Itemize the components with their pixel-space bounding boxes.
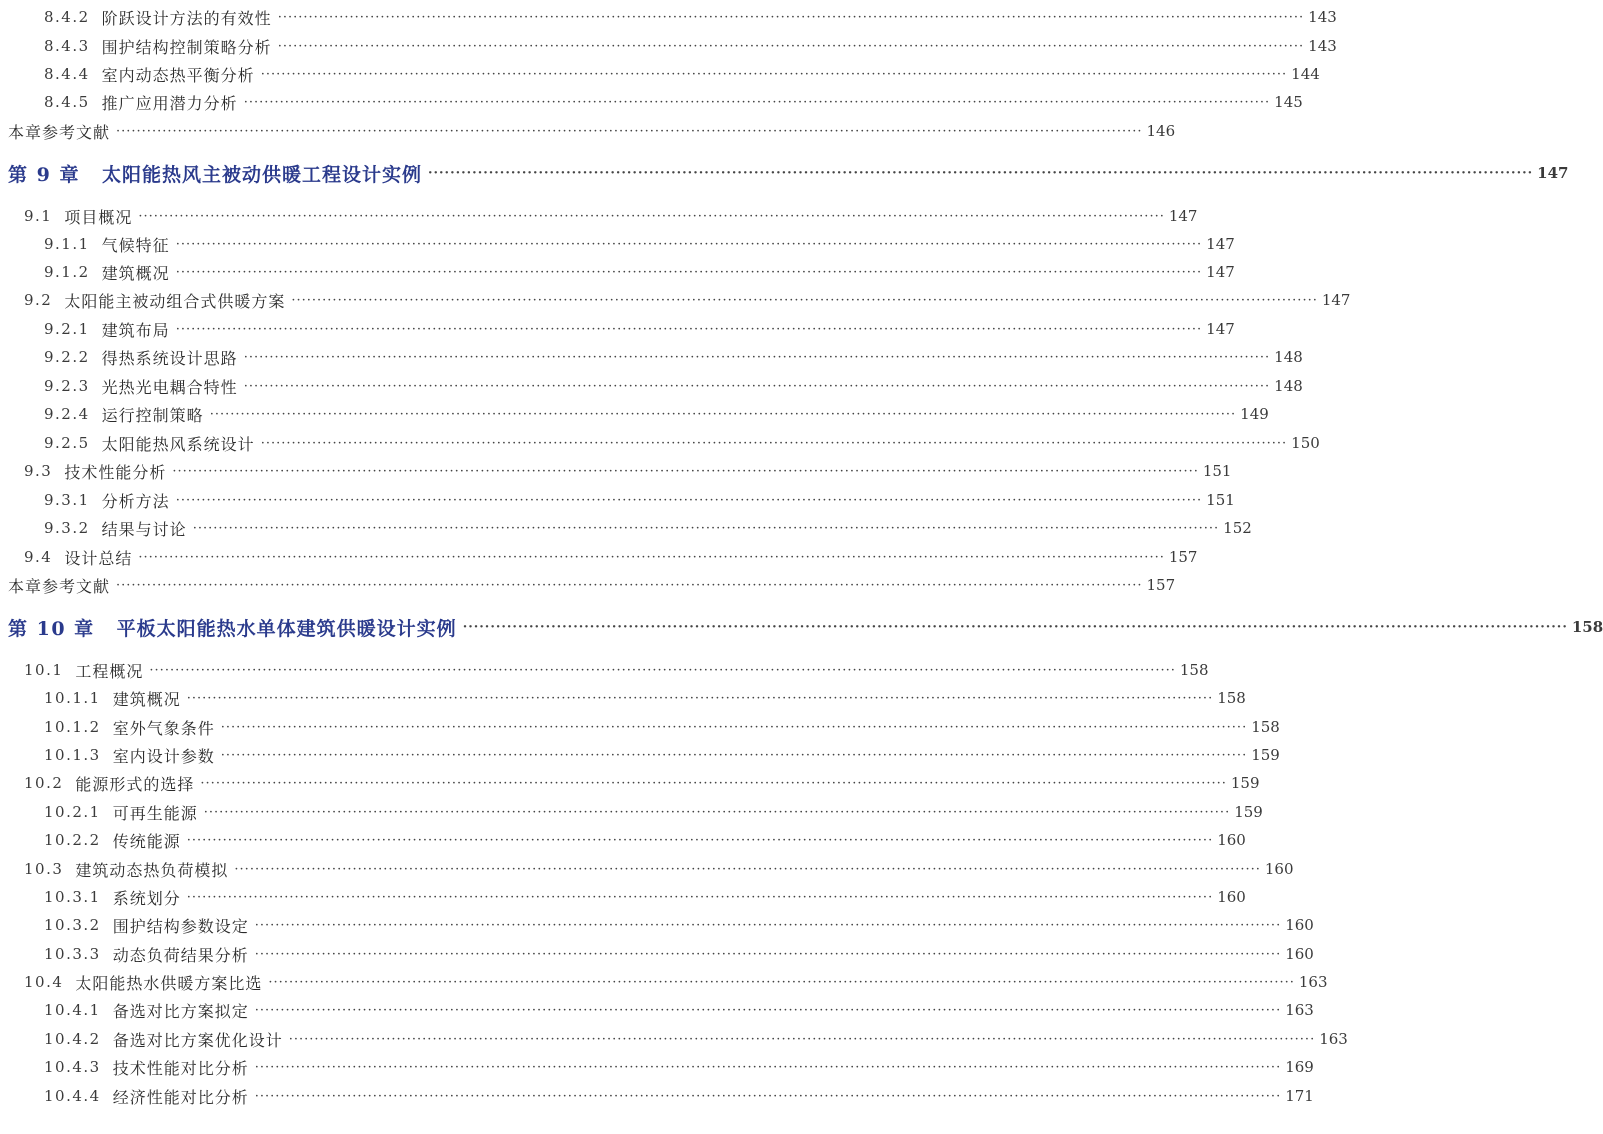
toc-entry[interactable]	[0, 34, 1337, 58]
toc-entry[interactable]	[0, 119, 1176, 143]
entry-title: 建筑布局	[101, 320, 170, 340]
toc-entry[interactable]	[0, 345, 1303, 369]
leader-dots: ········································································································································································································	[427, 165, 1534, 181]
leader-dots: ········································································································································································································	[186, 889, 1214, 905]
entry-title: 传统能源	[112, 831, 181, 851]
toc-entry[interactable]	[0, 743, 1280, 767]
entry-title: 太阳能主被动组合式供暖方案	[64, 291, 286, 311]
entry-number: 9.1.2	[44, 263, 90, 281]
entry-label	[44, 6, 272, 29]
page-number: 147	[1321, 291, 1351, 309]
page-number: 146	[1146, 122, 1176, 140]
leader-dots: ········································································································································································································	[243, 94, 1271, 110]
toc-entry[interactable]	[0, 62, 1320, 86]
entry-title: 可再生能源	[112, 803, 198, 823]
entry-number: 10.1.2	[44, 718, 101, 736]
page-number: 157	[1168, 548, 1198, 566]
leader-dots: ········································································································································································································	[260, 66, 1288, 82]
page-number: 143	[1308, 8, 1337, 26]
toc-entry[interactable]	[0, 970, 1328, 994]
entry-number: 8.4.5	[44, 93, 90, 111]
leader-dots: ········································································································································································································	[220, 747, 1248, 763]
page-number: 147	[1206, 235, 1235, 253]
leader-dots: ········································································································································································································	[186, 690, 1214, 706]
toc-entry[interactable]	[0, 374, 1303, 398]
leader-dots: ········································································································································································································	[234, 861, 1261, 877]
entry-number: 9.2.3	[44, 377, 90, 395]
toc-entry[interactable]	[0, 913, 1314, 937]
entry-title: 系统划分	[112, 888, 181, 908]
leader-dots: ········································································································································································································	[277, 9, 1305, 25]
entry-number: 9.2.2	[44, 348, 90, 366]
entry-label	[44, 63, 255, 86]
entry-label	[44, 91, 238, 114]
toc-entry[interactable]	[0, 545, 1198, 569]
entry-label	[44, 375, 238, 398]
entry-title: 太阳能热风系统设计	[101, 434, 255, 454]
leader-dots: ········································································································································································································	[291, 292, 1318, 308]
page-number: 147	[1206, 263, 1235, 281]
leader-dots: ········································································································································································································	[175, 236, 1203, 252]
page-number: 160	[1285, 916, 1314, 934]
page-number: 148	[1274, 348, 1303, 366]
toc-entry[interactable]	[0, 488, 1235, 512]
entry-label	[44, 233, 170, 256]
entry-label	[44, 35, 272, 58]
page-number: 158	[1251, 718, 1280, 736]
entry-label	[44, 489, 170, 512]
entry-label	[44, 432, 255, 455]
page-number: 158	[1571, 618, 1603, 636]
entry-number: 10.4.1	[44, 1001, 101, 1019]
leader-dots: ········································································································································································································	[138, 549, 1165, 565]
toc-entry[interactable]	[0, 5, 1337, 29]
page-number: 148	[1274, 377, 1303, 395]
entry-number: 9.3.2	[44, 519, 90, 537]
toc-entry[interactable]	[0, 828, 1246, 852]
toc-entry[interactable]	[0, 998, 1314, 1022]
leader-dots: ········································································································································································································	[116, 123, 1143, 139]
chapter-heading[interactable]	[0, 161, 1569, 186]
leader-dots: ········································································································································································································	[462, 619, 1568, 635]
entry-title: 围护结构参数设定	[112, 916, 249, 936]
toc-entry[interactable]	[0, 942, 1314, 966]
entry-title: 项目概况	[64, 207, 133, 227]
entry-number: 10.1	[24, 661, 64, 679]
page-number: 159	[1234, 803, 1263, 821]
leader-dots: ········································································································································································································	[220, 719, 1248, 735]
entry-title: 动态负荷结果分析	[112, 945, 249, 965]
entry-title: 工程概况	[75, 661, 144, 681]
leader-dots: ········································································································································································································	[288, 1031, 1316, 1047]
entry-title: 得热系统设计思路	[101, 348, 238, 368]
entry-title: 气候特征	[101, 235, 170, 255]
entry-title: 经济性能对比分析	[112, 1087, 249, 1107]
leader-dots: ········································································································································································································	[116, 577, 1143, 593]
entry-number: 9.1.1	[44, 235, 90, 253]
page-number: 160	[1285, 945, 1314, 963]
entry-label	[44, 829, 181, 852]
entry-number: 第 10 章	[8, 617, 95, 640]
entry-title: 阶跃设计方法的有效性	[101, 8, 272, 28]
page-number: 158	[1217, 689, 1246, 707]
toc-entry[interactable]	[0, 658, 1209, 682]
leader-dots: ········································································································································································································	[254, 946, 1282, 962]
entry-label	[44, 886, 181, 909]
page-number: 159	[1230, 774, 1260, 792]
entry-number: 10.4.2	[44, 1030, 101, 1048]
entry-title: 围护结构控制策略分析	[101, 37, 272, 57]
page-number: 150	[1291, 434, 1320, 452]
leader-dots: ········································································································································································································	[175, 492, 1203, 508]
toc-entry[interactable]	[0, 459, 1232, 483]
toc-entry[interactable]	[0, 402, 1269, 426]
page-number: 151	[1206, 491, 1235, 509]
entry-number: 10.3.1	[44, 888, 101, 906]
leader-dots: ········································································································································································································	[149, 662, 1176, 678]
leader-dots: ········································································································································································································	[243, 378, 1271, 394]
entry-number: 10.1.1	[44, 689, 101, 707]
page-number: 147	[1168, 207, 1198, 225]
page-number: 160	[1217, 888, 1246, 906]
entry-number: 9.2.1	[44, 320, 90, 338]
entry-number: 9.3.1	[44, 491, 90, 509]
entry-label	[24, 772, 194, 795]
leader-dots: ········································································································································································································	[138, 208, 1165, 224]
leader-dots: ········································································································································································································	[268, 974, 1295, 990]
leader-dots: ········································································································································································································	[277, 38, 1305, 54]
entry-title: 运行控制策略	[101, 405, 204, 425]
page-number: 144	[1291, 65, 1320, 83]
entry-label	[44, 261, 170, 284]
entry-title: 技术性能对比分析	[112, 1058, 249, 1078]
page-number: 147	[1206, 320, 1235, 338]
entry-number: 10.3.2	[44, 916, 101, 934]
entry-label	[24, 289, 285, 312]
leader-dots: ········································································································································································································	[200, 775, 1227, 791]
toc-entry[interactable]	[0, 204, 1198, 228]
entry-number: 9.1	[24, 207, 53, 225]
entry-number: 10.2.1	[44, 803, 101, 821]
entry-title: 本章参考文献	[8, 122, 111, 142]
leader-dots: ········································································································································································································	[175, 321, 1203, 337]
entry-number: 9.4	[24, 548, 53, 566]
entry-title: 太阳能热风主被动供暖工程设计实例	[101, 163, 422, 186]
entry-title: 平板太阳能热水单体建筑供暖设计实例	[116, 617, 457, 640]
entry-label	[8, 120, 110, 143]
leader-dots: ········································································································································································································	[254, 917, 1282, 933]
entry-number: 10.4	[24, 973, 64, 991]
leader-dots: ········································································································································································································	[175, 264, 1203, 280]
entry-number: 8.4.3	[44, 37, 90, 55]
entry-label	[8, 614, 457, 641]
entry-number: 10.2.2	[44, 831, 101, 849]
entry-title: 能源形式的选择	[75, 774, 195, 794]
page-number: 152	[1223, 519, 1252, 537]
entry-label	[44, 914, 249, 937]
entry-title: 备选对比方案拟定	[112, 1001, 249, 1021]
entry-label	[24, 460, 166, 483]
leader-dots: ········································································································································································································	[186, 832, 1214, 848]
entry-label	[24, 659, 143, 682]
entry-label	[24, 205, 132, 228]
entry-title: 建筑动态热负荷模拟	[75, 860, 229, 880]
page-number: 159	[1251, 746, 1280, 764]
leader-dots: ········································································································································································································	[254, 1088, 1282, 1104]
entry-title: 建筑概况	[101, 263, 170, 283]
entry-number: 10.1.3	[44, 746, 101, 764]
entry-label	[44, 1028, 283, 1051]
entry-number: 第 9 章	[8, 163, 80, 186]
page-number: 169	[1285, 1058, 1314, 1076]
entry-number: 10.3	[24, 860, 64, 878]
entry-title: 技术性能分析	[64, 462, 167, 482]
entry-label	[44, 346, 238, 369]
leader-dots: ········································································································································································································	[203, 804, 1231, 820]
entry-title: 本章参考文献	[8, 576, 111, 596]
page-number: 171	[1285, 1087, 1314, 1105]
entry-label	[44, 318, 170, 341]
toc-entry[interactable]	[0, 1055, 1314, 1079]
leader-dots: ········································································································································································································	[260, 435, 1288, 451]
entry-label	[44, 517, 187, 540]
page-number: 149	[1240, 405, 1269, 423]
entry-number: 10.4.3	[44, 1058, 101, 1076]
entry-label	[44, 801, 198, 824]
entry-number: 8.4.2	[44, 8, 90, 26]
leader-dots: ········································································································································································································	[172, 463, 1199, 479]
entry-number: 9.2.5	[44, 434, 90, 452]
entry-title: 结果与讨论	[101, 519, 187, 539]
entry-title: 室内设计参数	[112, 746, 215, 766]
toc-entry[interactable]	[0, 516, 1252, 540]
toc-entry[interactable]	[0, 857, 1294, 881]
page-number: 160	[1264, 860, 1294, 878]
toc-entry[interactable]	[0, 431, 1320, 455]
entry-number: 9.3	[24, 462, 53, 480]
entry-number: 10.4.4	[44, 1087, 101, 1105]
toc-entry[interactable]	[0, 573, 1176, 597]
toc-entry[interactable]	[0, 800, 1263, 824]
toc-entry[interactable]	[0, 260, 1235, 284]
entry-label	[24, 971, 262, 994]
entry-number: 9.2.4	[44, 405, 90, 423]
entry-label	[44, 687, 181, 710]
entry-label	[44, 943, 249, 966]
toc-entry[interactable]	[0, 1027, 1348, 1051]
page-number: 157	[1146, 576, 1176, 594]
chapter-heading[interactable]	[0, 615, 1603, 640]
entry-label	[8, 574, 110, 597]
entry-label	[44, 716, 215, 739]
leader-dots: ········································································································································································································	[243, 349, 1271, 365]
entry-title: 设计总结	[64, 548, 133, 568]
entry-label	[24, 858, 228, 881]
toc-entry[interactable]	[0, 771, 1260, 795]
toc-entry[interactable]	[0, 885, 1246, 909]
page-number: 147	[1537, 164, 1569, 182]
entry-number: 10.3.3	[44, 945, 101, 963]
entry-number: 9.2	[24, 291, 53, 309]
page-number: 163	[1319, 1030, 1348, 1048]
entry-title: 太阳能热水供暖方案比选	[75, 973, 263, 993]
entry-title: 推广应用潜力分析	[101, 93, 238, 113]
entry-label	[8, 160, 422, 187]
entry-title: 建筑概况	[112, 689, 181, 709]
page-number: 143	[1308, 37, 1337, 55]
leader-dots: ········································································································································································································	[192, 520, 1220, 536]
entry-number: 8.4.4	[44, 65, 90, 83]
toc-entry[interactable]	[0, 1084, 1314, 1108]
toc-entry[interactable]	[0, 90, 1303, 114]
page-number: 158	[1179, 661, 1209, 679]
entry-label	[24, 546, 132, 569]
entry-label	[44, 744, 215, 767]
page-number: 163	[1298, 973, 1328, 991]
entry-title: 室内动态热平衡分析	[101, 65, 255, 85]
entry-title: 分析方法	[101, 491, 170, 511]
toc-entry[interactable]	[0, 288, 1351, 312]
leader-dots: ········································································································································································································	[254, 1002, 1282, 1018]
entry-label	[44, 403, 204, 426]
entry-title: 光热光电耦合特性	[101, 377, 238, 397]
entry-label	[44, 1056, 249, 1079]
toc-entry[interactable]	[0, 715, 1280, 739]
page-number: 145	[1274, 93, 1303, 111]
page-number: 163	[1285, 1001, 1314, 1019]
entry-number: 10.2	[24, 774, 64, 792]
entry-label	[44, 999, 249, 1022]
leader-dots: ········································································································································································································	[209, 406, 1237, 422]
entry-title: 备选对比方案优化设计	[112, 1030, 283, 1050]
toc-entry[interactable]	[0, 686, 1246, 710]
toc-entry[interactable]	[0, 232, 1235, 256]
entry-title: 室外气象条件	[112, 718, 215, 738]
leader-dots: ········································································································································································································	[254, 1059, 1282, 1075]
entry-label	[44, 1085, 249, 1108]
toc-entry[interactable]	[0, 317, 1235, 341]
page-number: 160	[1217, 831, 1246, 849]
page-number: 151	[1202, 462, 1232, 480]
